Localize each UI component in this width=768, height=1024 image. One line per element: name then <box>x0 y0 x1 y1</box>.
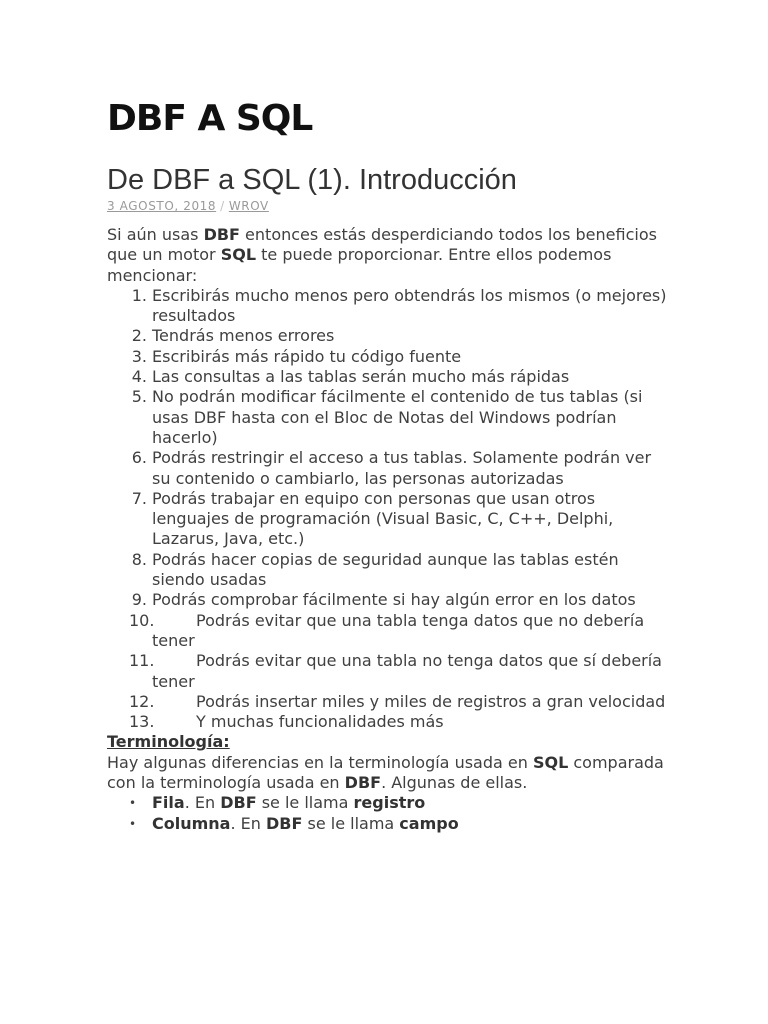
list-item <box>107 286 667 327</box>
terminology-heading: Terminología: <box>107 732 230 752</box>
intro-bold-dbf: DBF <box>203 225 240 244</box>
bullet-icon: • <box>129 816 137 831</box>
list-item-text: Podrás insertar miles y miles de registros a gran velocidad <box>196 691 666 711</box>
intro-text: entonces estás desperdiciando todos los beneficios que un motor <box>107 225 657 265</box>
term-dbf: DBF <box>265 813 303 833</box>
terminology-bold-sql: SQL <box>532 752 569 772</box>
post-meta <box>107 199 269 213</box>
list-item-number: 1. <box>131 285 147 305</box>
list-item <box>107 793 667 813</box>
term-term: Columna <box>152 813 231 833</box>
list-item <box>107 712 667 732</box>
list-item-number: 11. <box>129 651 155 671</box>
list-item-number: 3. <box>131 346 147 366</box>
list-item-text: Podrás hacer copias de seguridad aunque las tablas estén siendo usadas <box>152 549 619 590</box>
list-item <box>107 692 667 712</box>
list-item-number: 6. <box>131 448 147 468</box>
terminology-bold-dbf: DBF <box>344 773 382 793</box>
term-dbf: DBF <box>220 793 257 813</box>
list-item-number: 9. <box>131 590 147 610</box>
list-item-text: Y muchas funcionalidades más <box>196 712 444 732</box>
terminology-text: comparada con la terminología usada en <box>107 752 664 793</box>
list-item-number: 7. <box>131 488 147 508</box>
list-item-number: 2. <box>131 326 147 346</box>
list-item-number: 8. <box>131 549 147 569</box>
term-says: se le llama <box>302 813 400 833</box>
list-item-text: Escribirás mucho menos pero obtendrás los mismos (o mejores) resultados <box>152 285 667 326</box>
term-says: se le llama <box>256 793 354 813</box>
intro-text: Si aún usas <box>107 225 204 244</box>
list-item <box>107 651 667 692</box>
list-item <box>107 326 667 346</box>
post-title: De DBF a SQL (1). Introducción <box>107 164 517 196</box>
list-item <box>107 590 667 610</box>
list-item-text: Escribirás más rápido tu código fuente <box>152 346 462 366</box>
post-author-link[interactable]: WROV <box>228 199 269 213</box>
list-item-number: 10. <box>129 610 155 630</box>
list-item-number: 13. <box>129 712 155 732</box>
intro-paragraph <box>107 225 667 286</box>
terminology-text: Hay algunas diferencias en la terminología usada en <box>107 752 533 772</box>
list-item-number: 4. <box>131 367 147 387</box>
list-item-text: Las consultas a las tablas serán mucho más rápidas <box>152 367 570 387</box>
list-item <box>107 367 667 387</box>
benefits-list <box>107 286 667 733</box>
list-item-text: Podrás comprobar fácilmente si hay algún error en los datos <box>152 590 636 610</box>
term-mid: . En <box>184 793 221 813</box>
list-item-text: Podrás evitar que una tabla no tenga datos que sí debería tener <box>152 651 662 691</box>
term-equiv: registro <box>353 793 426 813</box>
terms-list <box>107 793 667 834</box>
bullet-icon: • <box>129 796 137 811</box>
terminology-text: . Algunas de ellas. <box>381 773 528 793</box>
list-item <box>107 387 667 448</box>
term-term: Fila <box>152 793 185 813</box>
term-mid: . En <box>230 813 266 833</box>
list-item-number: 12. <box>129 691 155 711</box>
post-content <box>107 225 667 834</box>
list-item-text: Podrás trabajar en equipo con personas que usan otros lenguajes de programación (Visual Basic, C, C++, Delphi, Lazarus, Java, etc.) <box>152 488 614 549</box>
post-date-link[interactable]: 3 AGOSTO, 2018 <box>107 199 217 213</box>
list-item <box>107 814 667 834</box>
term-equiv: campo <box>399 813 459 833</box>
list-item-text: Tendrás menos errores <box>152 326 335 346</box>
terminology-paragraph <box>107 753 667 794</box>
intro-text: te puede proporcionar. Entre ellos podemos mencionar: <box>107 245 612 285</box>
meta-separator: / <box>220 199 225 213</box>
list-item <box>107 489 667 550</box>
list-item-text: No podrán modificar fácilmente el contenido de tus tablas (si usas DBF hasta con el Bloc de Notas del Windows podrían hacerlo) <box>152 387 643 447</box>
intro-bold-sql: SQL <box>220 245 257 265</box>
list-item-number: 5. <box>131 387 147 407</box>
list-item <box>107 347 667 367</box>
list-item-text: Podrás evitar que una tabla tenga datos que no debería tener <box>152 610 645 650</box>
list-item <box>107 448 667 489</box>
list-item-text: Podrás restringir el acceso a tus tablas. Solamente podrán ver su contenido o cambiarlo, las personas autorizadas <box>152 448 652 488</box>
site-title: DBF A SQL <box>107 98 313 139</box>
list-item <box>107 550 667 591</box>
list-item <box>107 611 667 652</box>
